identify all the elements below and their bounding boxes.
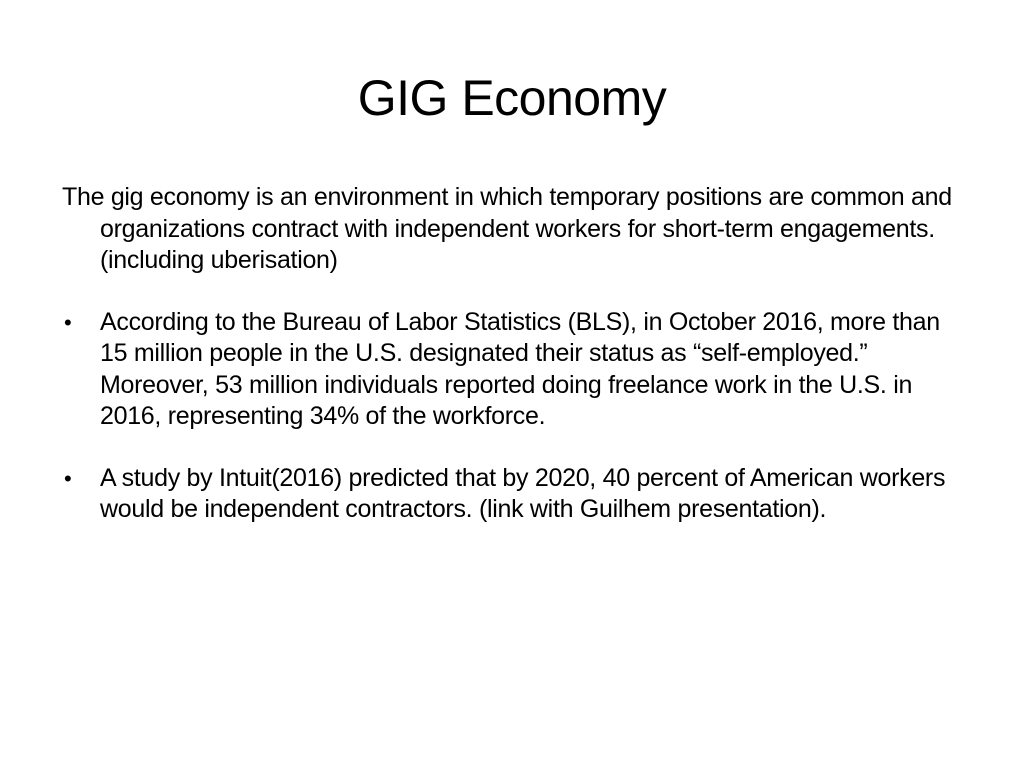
bullet-icon: • bbox=[64, 465, 72, 491]
bullet-text: According to the Bureau of Labor Statistics (BLS), in October 2016, more than 15 million people in the U.S. designated their status as “self-employed.” Moreover, 53 million individuals reported doing freelance work in the U.S. in 2016, representing 34% of the workforce. bbox=[100, 307, 940, 430]
slide-title: GIG Economy bbox=[357, 70, 667, 126]
bullet-text: A study by Intuit(2016) predicted that by 2020, 40 percent of American workers would be independent contractors. (link with Guilhem presentation). bbox=[100, 463, 946, 523]
bullet-icon: • bbox=[64, 309, 72, 335]
bullet-item bbox=[62, 463, 962, 526]
bullet-item bbox=[62, 307, 962, 433]
slide-body bbox=[62, 182, 962, 556]
intro-paragraph: The gig economy is an environment in which temporary positions are common and organizations contract with independent workers for short-term engagements. (including uberisation) bbox=[62, 183, 952, 274]
